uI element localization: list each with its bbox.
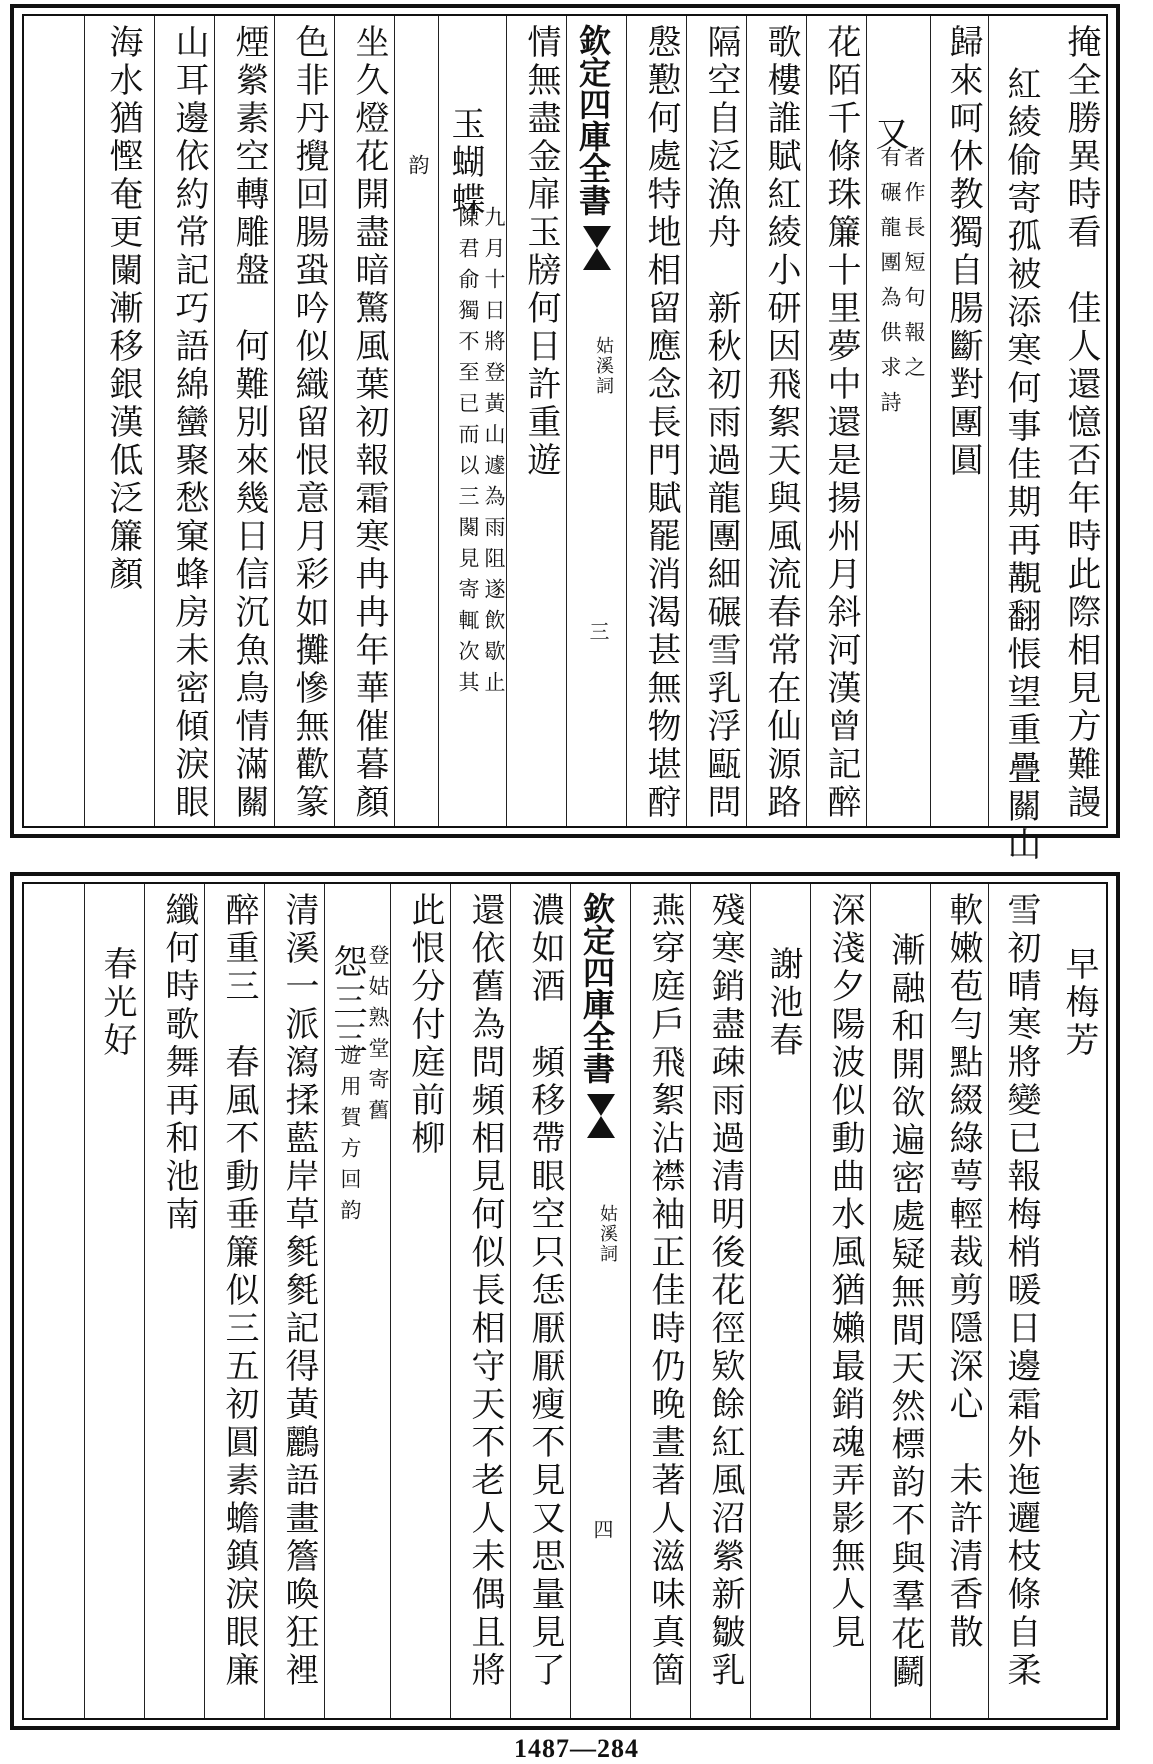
top-page	[10, 4, 1120, 864]
text-line: 花陌千條珠簾十里夢中還是揚州月斜河漢曾記醉	[821, 24, 861, 822]
bottom-column	[510, 884, 570, 1718]
text-line: 此恨分付庭前柳	[405, 892, 445, 1158]
text-line: 漸融和開欲遍密處疑無間天然標韵不與羣花鬬	[885, 932, 925, 1692]
text-line: 色非丹攪回腸蛩吟似織留恨意月彩如攤慘無歡篆	[289, 24, 329, 822]
top-column	[274, 16, 334, 826]
sheet-number: 三	[586, 621, 610, 641]
text-line: 紅綾偷寄孤被添寒何事佳期再覯翻悵望重疊關山	[1001, 66, 1041, 864]
bottom-column	[750, 884, 810, 1718]
bottom-column	[84, 884, 144, 1718]
text-line: 隔空自泛漁舟 新秋初雨過龍團細碾雪乳浮甌問	[701, 24, 741, 822]
bottom-column	[324, 884, 390, 1718]
bottom-column	[450, 884, 510, 1718]
text-line: 醉重三 春風不動垂簾似三五初圓素蟾鎮淚眼廉	[219, 892, 259, 1690]
bottom-column	[988, 884, 1046, 1718]
bottom-column	[810, 884, 870, 1718]
top-column	[84, 16, 154, 826]
preface-note: 九月十日將登黃山遽為雨阻遂飲歇止	[482, 206, 506, 702]
poem-heading: 怨三三	[327, 944, 367, 1058]
text-line: 煙縈素空轉雕盤 何難別來幾日信沉魚鳥情滿關	[229, 24, 269, 822]
preface-note: 登姑熟堂寄舊	[366, 944, 390, 1130]
preface-tail: 韵	[406, 154, 430, 189]
top-column	[334, 16, 394, 826]
poem-title: 謝池春	[763, 946, 803, 1060]
bottom-column	[204, 884, 264, 1718]
fish-tail-mark	[583, 248, 611, 270]
center-fold-column	[566, 16, 626, 826]
library-title: 欽定四庫全書	[574, 24, 612, 216]
text-line: 山耳邊依約常記巧語綿蠻聚愁窠蜂房未密傾淚眼	[169, 24, 209, 822]
top-column	[746, 16, 806, 826]
text-line: 歸來呵休教獨自腸斷對團圓	[943, 24, 983, 480]
fish-tail-mark	[583, 226, 611, 248]
work-name: 姑溪詞	[593, 336, 614, 396]
fish-tail-mark	[587, 1116, 615, 1138]
poem-title: 春光好	[97, 946, 137, 1060]
bottom-column	[1046, 884, 1106, 1718]
text-line: 清溪一派瀉揉藍岸草毿毿記得黃鸝語畫簷喚狂裡	[279, 892, 319, 1690]
preface-note: 遊用賀方回韵	[338, 1044, 362, 1230]
preface-note: 陳君俞獨不至已而以三闋見寄輒次其	[456, 206, 480, 702]
top-column	[506, 16, 566, 826]
bottom-column	[870, 884, 930, 1718]
text-line: 濃如酒 頻移帶眼空只恁厭厭瘦不見又思量見了	[525, 892, 565, 1690]
poem-title: 早梅芳	[1059, 946, 1099, 1060]
poem-heading: 又	[869, 116, 909, 154]
poem-heading: 玉蝴蝶	[445, 106, 485, 220]
text-line: 情無盡金扉玉牓何日許重遊	[521, 24, 561, 480]
text-line: 慇懃何處特地相留應念長門賦罷消渴甚無物堪酧	[641, 24, 681, 822]
sheet-number: 四	[590, 1519, 614, 1539]
text-line: 殘寒銷盡疎雨過清明後花徑欵餘紅風沼縈新皺乳	[705, 892, 745, 1690]
bottom-column	[690, 884, 750, 1718]
text-line: 纖何時歌舞再和池南	[159, 892, 199, 1234]
text-line: 深淺夕陽波似動曲水風猶嬾最銷魂弄影無人見	[825, 892, 865, 1652]
center-fold-column	[570, 884, 630, 1718]
library-title: 欽定四庫全書	[578, 892, 616, 1084]
top-column	[866, 16, 930, 826]
top-column	[1046, 16, 1106, 826]
text-line: 軟嫩苞勻點綴綠萼輕裁剪隱深心 未許清香散	[943, 892, 983, 1652]
text-line: 雪初晴寒將變已報梅梢暖日邊霜外迤邐枝條自柔	[1001, 892, 1041, 1690]
footer-page-number: 1487—284	[514, 1734, 639, 1763]
top-column	[686, 16, 746, 826]
bottom-column	[144, 884, 204, 1718]
bottom-column	[390, 884, 450, 1718]
top-column	[154, 16, 214, 826]
text-line: 掩全勝異時看 佳人還憶否年時此際相見方難謾	[1061, 24, 1101, 822]
text-line: 海水猶慳奄更闌漸移銀漢低泛簾顏	[103, 24, 143, 594]
top-column	[806, 16, 866, 826]
preface-note: 有碾龍團為供求詩	[878, 146, 902, 426]
top-text-frame	[22, 14, 1108, 864]
top-column	[988, 16, 1046, 864]
preface-note: 者作長短句報之	[902, 146, 926, 391]
bottom-text-frame	[22, 882, 1108, 1720]
bottom-column	[930, 884, 988, 1718]
work-name: 姑溪詞	[597, 1204, 618, 1264]
text-line: 燕穿庭戶飛絮沾襟袖正佳時仍晚晝著人滋味真箇	[645, 892, 685, 1690]
top-column	[438, 16, 506, 826]
text-line: 歌樓誰賦紅綾小研因飛絮天與風流春常在仙源路	[761, 24, 801, 822]
bottom-page	[10, 872, 1120, 1730]
bottom-column	[264, 884, 324, 1718]
top-column	[394, 16, 438, 826]
fish-tail-mark	[587, 1094, 615, 1116]
text-line: 坐久燈花開盡暗驚風葉初報霜寒冉冉年華催暮顏	[349, 24, 389, 822]
top-column	[214, 16, 274, 826]
top-column	[626, 16, 686, 826]
bottom-column	[630, 884, 690, 1718]
top-column	[930, 16, 988, 826]
text-line: 還依舊為問頻相見何似長相守天不老人未偶且將	[465, 892, 505, 1690]
